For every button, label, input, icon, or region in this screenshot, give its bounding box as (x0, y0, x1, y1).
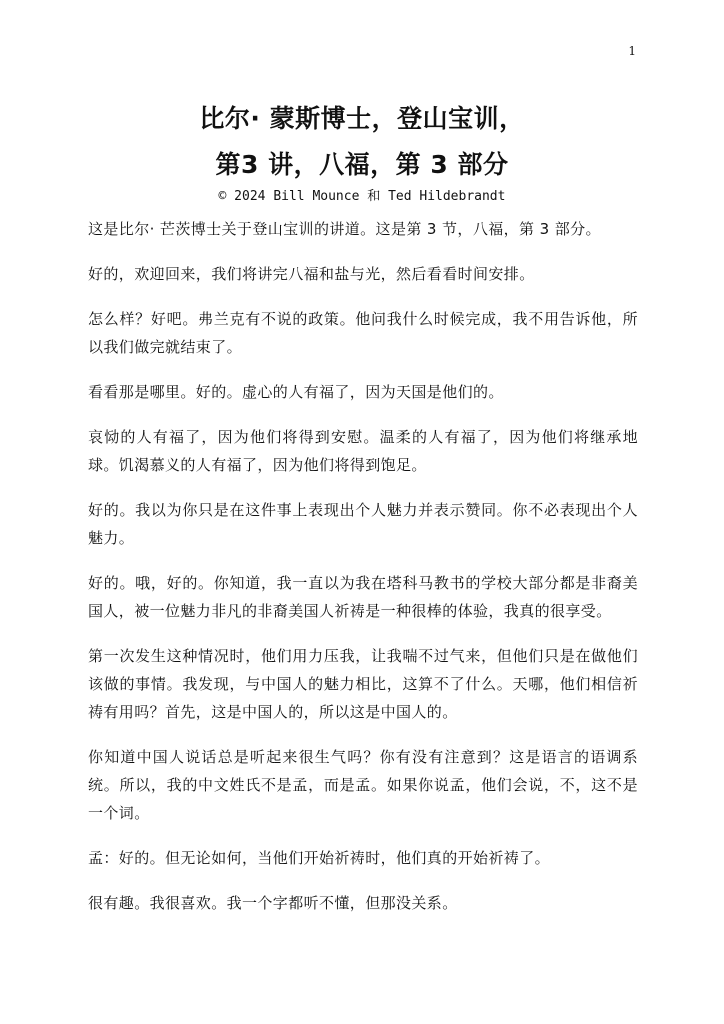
document-title-line-2: 第3 讲，八福，第 3 部分 (215, 150, 509, 179)
paragraph: 哀恸的人有福了，因为他们将得到安慰。温柔的人有福了，因为他们将继承地球。饥渴慕义的人有福了，因为他们将得到饱足。 (88, 428, 638, 474)
paragraph: 好的。哦，好的。你知道，我一直以为我在塔科马教书的学校大部分都是非裔美国人，被一位魅力非凡的非裔美国人祈祷是一种很棒的体验，我真的很享受。 (88, 574, 638, 620)
paragraph: 怎么样？好吧。弗兰克有不说的政策。他问我什么时候完成，我不用告诉他，所以我们做完就结束了。 (88, 310, 638, 356)
title-block (0, 96, 724, 206)
paragraph: 孟：好的。但无论如何，当他们开始祈祷时，他们真的开始祈祷了。 (88, 849, 551, 867)
paragraph: 好的，欢迎回来，我们将讲完八福和盐与光，然后看看时间安排。 (88, 265, 535, 283)
paragraph: 你知道中国人说话总是听起来很生气吗？你有没有注意到？这是语言的语调系统。所以，我的中文姓氏不是孟，而是孟。如果你说孟，他们会说，不，这不是一个词。 (88, 748, 638, 822)
body-text (88, 215, 638, 934)
document-title-line-1: 比尔· 蒙斯博士，登山宝训， (199, 104, 525, 133)
paragraph: 这是比尔· 芒茨博士关于登山宝训的讲道。这是第 3 节，八福，第 3 部分。 (88, 220, 601, 238)
copyright-line: © 2024 Bill Mounce 和 Ted Hildebrandt (218, 189, 506, 204)
paragraph: 看看那是哪里。好的。虚心的人有福了，因为天国是他们的。 (88, 383, 504, 401)
paragraph: 很有趣。我很喜欢。我一个字都听不懂，但那没关系。 (88, 894, 458, 912)
page-number: 1 (628, 44, 636, 58)
paragraph: 好的。我以为你只是在这件事上表现出个人魅力并表示赞同。你不必表现出个人魅力。 (88, 501, 638, 547)
paragraph: 第一次发生这种情况时，他们用力压我，让我喘不过气来，但他们只是在做他们该做的事情。我发现，与中国人的魅力相比，这算不了什么。天哪，他们相信祈祷有用吗？首先，这是中国人的，所以这是中国人的。 (88, 647, 638, 721)
